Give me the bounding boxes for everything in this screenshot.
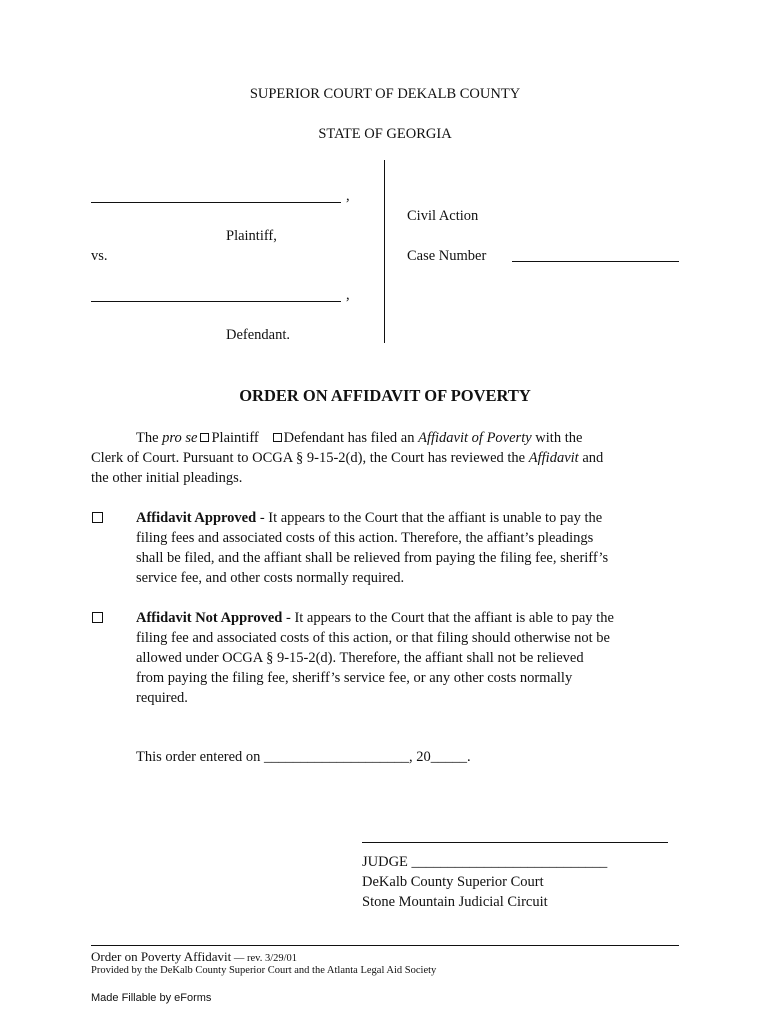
approved-line-1 (136, 508, 602, 528)
intro-plaintiff: Plaintiff (211, 430, 259, 446)
intro-the: The (136, 430, 159, 446)
approved-line-4: service fee, and other costs normally required. (136, 570, 405, 586)
case-number-field[interactable] (512, 261, 679, 262)
not-approved-checkbox[interactable] (92, 612, 103, 623)
court-name: DeKalb County Superior Court (362, 874, 544, 890)
intro-pursuant: Clerk of Court. Pursuant to OCGA § 9-15-2(d), the Court has reviewed the (91, 450, 526, 466)
plaintiff-comma: , (346, 188, 350, 204)
intro-with-the: with the (535, 430, 583, 446)
order-date-field[interactable]: ____________________ (264, 749, 410, 765)
intro-line-3: the other initial pleadings. (91, 470, 243, 486)
not-approved-line-1 (136, 608, 614, 628)
intro-affidavit-of-poverty: Affidavit of Poverty (418, 430, 532, 446)
intro-line-1 (136, 428, 582, 448)
judge-signature-line[interactable] (362, 842, 668, 843)
judge-name-field[interactable]: ___________________________ (411, 854, 608, 870)
not-approved-line-3: allowed under OCGA § 9-15-2(d). Therefore, the affiant shall not be relieved (136, 650, 584, 666)
not-approved-line-4: from paying the filing fee, sheriff’s service fee, or any other costs normally (136, 670, 573, 686)
order-entered-prefix: This order entered on (136, 749, 261, 765)
footer-rule (91, 945, 679, 946)
not-approved-text-1: - It appears to the Court that the affiant is able to pay the (282, 610, 614, 626)
order-year-field[interactable]: _____ (430, 749, 468, 765)
vs-label: vs. (91, 248, 108, 264)
order-entered-line (136, 747, 471, 767)
plaintiff-checkbox[interactable] (200, 433, 209, 442)
not-approved-line-5: required. (136, 690, 188, 706)
not-approved-heading: Affidavit Not Approved (136, 610, 283, 626)
case-number-label: Case Number (407, 248, 487, 264)
intro-and: and (582, 450, 604, 466)
footer-form-line (91, 948, 297, 966)
court-heading: SUPERIOR COURT OF DEKALB COUNTY (249, 86, 521, 102)
approved-checkbox[interactable] (92, 512, 103, 523)
approved-line-3: shall be filed, and the affiant shall be relieved from paying the filing fee, sheriff’s (136, 550, 609, 566)
defendant-comma: , (346, 287, 350, 303)
judicial-circuit: Stone Mountain Judicial Circuit (362, 894, 548, 910)
footer-form-name: Order on Poverty Affidavit (91, 949, 232, 964)
intro-defendant-has-filed: Defendant has filed an (283, 430, 415, 446)
judge-line (362, 852, 607, 872)
approved-line-2: filing fees and associated costs of this action. Therefore, the affiant’s pleadings (136, 530, 594, 546)
order-suffix: . (467, 749, 471, 765)
approved-text-1: - It appears to the Court that the affiant is unable to pay the (256, 510, 603, 526)
intro-pro-se: pro se (162, 430, 198, 446)
plaintiff-label: Plaintiff, (226, 228, 277, 244)
judge-label: JUDGE (362, 854, 408, 870)
caption-divider (384, 160, 385, 343)
document-title: ORDER ON AFFIDAVIT OF POVERTY (239, 386, 531, 405)
approved-heading: Affidavit Approved (136, 510, 257, 526)
footer-rev: — rev. 3/29/01 (231, 953, 298, 964)
intro-line-2 (91, 448, 603, 468)
intro-affidavit: Affidavit (528, 450, 579, 466)
state-heading: STATE OF GEORGIA (318, 126, 452, 142)
defendant-label: Defendant. (226, 327, 291, 343)
footer-provided-by: Provided by the DeKalb County Superior Court and the Atlanta Legal Aid Society (91, 965, 437, 976)
not-approved-line-2: filing fee and associated costs of this action, or that filing should otherwise not be (136, 630, 610, 646)
civil-action-label: Civil Action (407, 208, 479, 224)
plaintiff-name-field[interactable] (91, 202, 341, 203)
eforms-credit: Made Fillable by eForms (91, 992, 212, 1004)
defendant-checkbox[interactable] (273, 433, 282, 442)
order-year-prefix: , 20 (409, 749, 431, 765)
defendant-name-field[interactable] (91, 301, 341, 302)
